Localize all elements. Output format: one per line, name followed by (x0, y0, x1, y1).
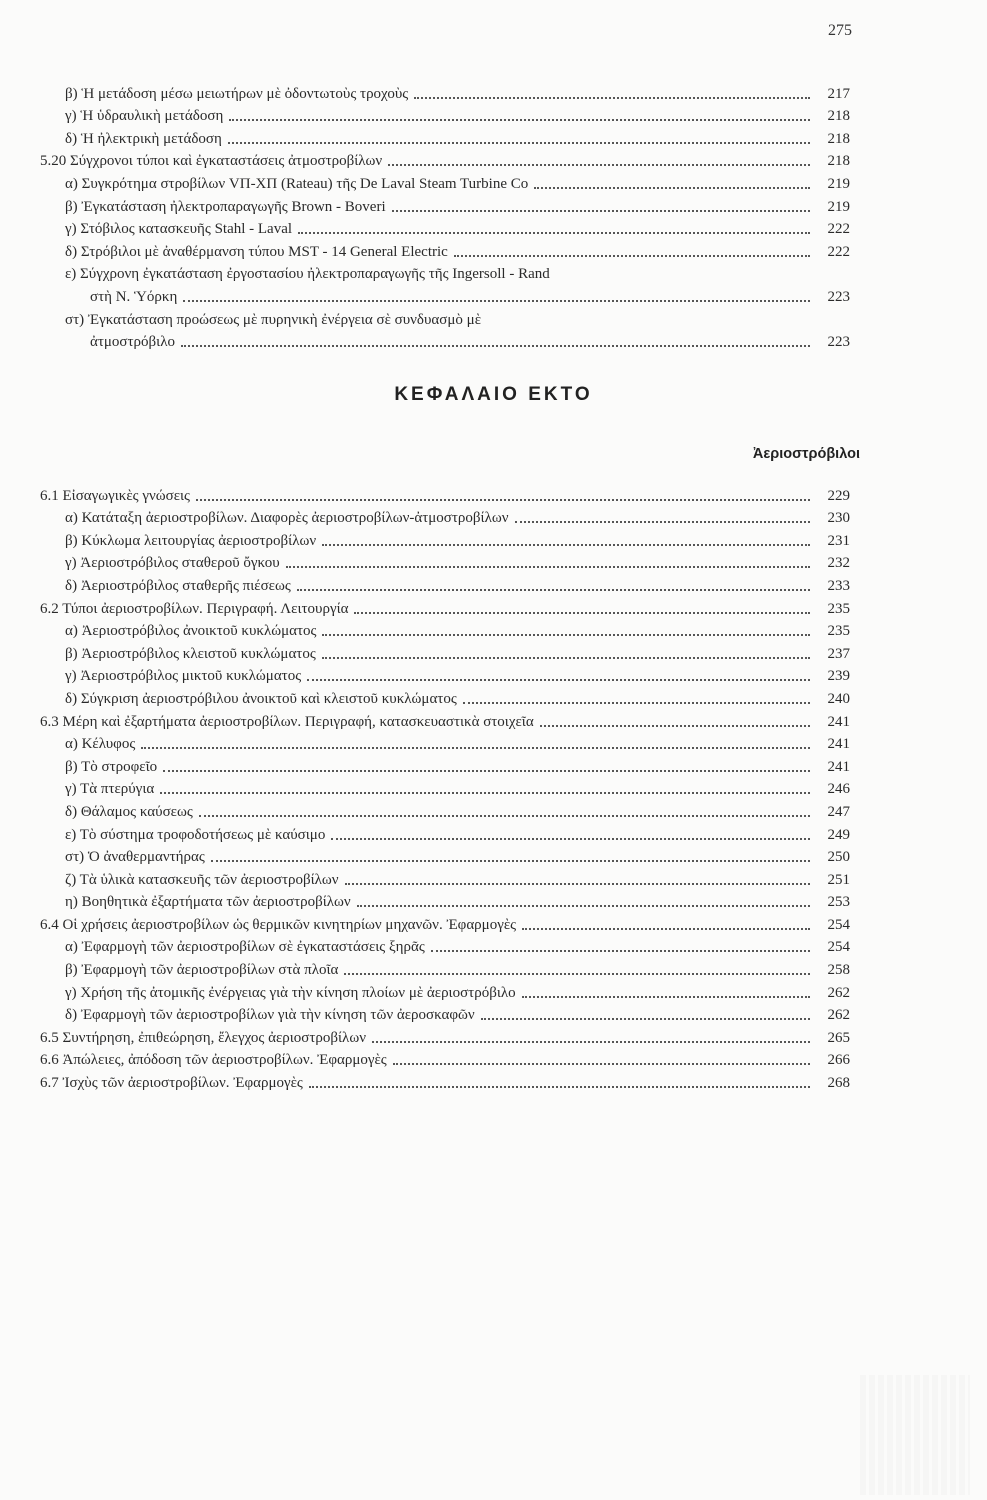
toc-entry (40, 170, 850, 193)
toc-entry-title: 6.3 Μέρη καὶ ἐξαρτήματα ἀεριοστροβίλων. Περιγραφή, κατασκευαστικὰ στοιχεῖα (40, 713, 534, 730)
toc-entry (40, 193, 850, 216)
toc-entry (40, 934, 850, 957)
toc-entry (40, 595, 850, 618)
toc-entry (40, 482, 850, 505)
toc-entry-title: 6.1 Εἰσαγωγικὲς γνώσεις (40, 487, 190, 504)
toc-entry-title: ζ) Τὰ ὑλικὰ κατασκευῆς τῶν ἀεριοστροβίλων (65, 871, 339, 888)
dot-leader (331, 828, 810, 840)
dot-leader (393, 1053, 810, 1065)
toc-entry-page: 222 (827, 221, 850, 238)
dot-leader (556, 269, 810, 279)
dot-leader (199, 805, 810, 817)
chapter-title: ΚΕΦΑΛΑΙΟ ΕΚΤΟ (394, 384, 593, 405)
library-stamp-mark (860, 1375, 970, 1495)
toc-entry (40, 238, 850, 261)
toc-entry (40, 283, 850, 306)
toc-entry-page: 219 (827, 198, 850, 215)
toc-entry-title: δ) Στρόβιλοι μὲ ἀναθέρμανση τύπου MST - 14 General Electric (65, 243, 448, 260)
toc-entry (40, 731, 850, 754)
toc-entry-page: 262 (827, 1007, 850, 1024)
toc-entry-page: 218 (827, 130, 850, 147)
toc-entry-title: γ) Στόβιλος κατασκευῆς Stahl - Laval (65, 221, 293, 238)
toc-entry-title: α) Κέλυφος (65, 736, 136, 753)
dot-leader (540, 715, 810, 727)
toc-entry-page: 241 (827, 736, 850, 753)
toc-entry-title: β) Ἐφαρμογὴ τῶν ἀεριοστροβίλων στὰ πλοῖα (65, 962, 339, 979)
toc-entry (40, 216, 850, 239)
dot-leader (298, 222, 810, 234)
toc-entry-page: 230 (827, 510, 850, 527)
toc-entry-page: 241 (827, 713, 850, 730)
dot-leader (228, 132, 810, 144)
toc-entry-page: 262 (827, 984, 850, 1001)
toc-entry (40, 685, 850, 708)
chapter-subtitle: Ἀεριοστρόβιλοι (752, 446, 860, 462)
toc-entry (40, 125, 850, 148)
dot-leader (431, 940, 810, 952)
toc-entry (40, 306, 850, 329)
toc-entry-title: δ) Σύγκριση ἀεριοστρόβιλου ἀνοικτοῦ καὶ κλειστοῦ κυκλώματος (65, 690, 457, 707)
toc-entry-page: 268 (827, 1075, 850, 1092)
dot-leader (141, 737, 810, 749)
toc-entry (40, 148, 850, 171)
toc-entry (40, 663, 850, 686)
toc-entry-title: α) Κατάταξη ἀεριοστροβίλων. Διαφορὲς ἀεριοστροβίλων-ἀτμοστροβίλων (65, 510, 509, 527)
dot-leader (183, 290, 810, 302)
toc-entry (40, 618, 850, 641)
toc-entry (40, 261, 850, 284)
dot-leader (357, 895, 810, 907)
toc-entry-title: β) Κύκλωμα λειτουργίας ἀεριοστροβίλων (65, 532, 317, 549)
dot-leader (286, 556, 810, 568)
dot-leader (196, 489, 810, 501)
toc-entry-title: γ) Ἀεριοστρόβιλος μικτοῦ κυκλώματος (65, 668, 302, 685)
toc-entry (40, 911, 850, 934)
toc-entry-page: 239 (827, 668, 850, 685)
toc-entry-title: γ) Ἡ ὑδραυλικὴ μετάδοση (65, 108, 224, 125)
toc-entry-title: β) Τὸ στροφεῖο (65, 758, 158, 775)
toc-entry-title: γ) Χρήση τῆς ἀτομικῆς ἐνέργειας γιὰ τὴν κίνηση πλοίων μὲ ἀεριοστρόβιλο (65, 984, 516, 1001)
toc-entry-page: 229 (827, 487, 850, 504)
dot-leader (414, 87, 810, 99)
toc-entry (40, 1047, 850, 1070)
toc-entry (40, 80, 850, 103)
toc-entry (40, 527, 850, 550)
toc-entry-title: 6.2 Τύποι ἀεριοστροβίλων. Περιγραφή. Λειτουργία (40, 600, 349, 617)
dot-leader (163, 760, 810, 772)
toc-entry (40, 550, 850, 573)
toc-entry-page: 235 (827, 623, 850, 640)
page-number: 275 (828, 22, 852, 39)
toc-entry (40, 798, 850, 821)
toc-entry-title: στ) Ἐγκατάσταση προώσεως μὲ πυρηνικὴ ἐνέργεια σὲ συνδυασμὸ μὲ (65, 311, 481, 328)
toc-entry-title: ἀτμοστρόβιλο (90, 334, 175, 351)
toc-entry-title: δ) Ἐφαρμογὴ τῶν ἀεριοστροβίλων γιὰ τὴν κίνηση τῶν ἀεροσκαφῶν (65, 1007, 475, 1024)
dot-leader (372, 1031, 810, 1043)
toc-entry-title: γ) Τὰ πτερύγια (65, 781, 155, 798)
toc-entry-page: 249 (827, 826, 850, 843)
dot-leader (181, 335, 810, 347)
toc-entry-page: 219 (827, 175, 850, 192)
toc-entry (40, 866, 850, 889)
dot-leader (344, 963, 810, 975)
toc-entry (40, 640, 850, 663)
dot-leader (309, 1076, 810, 1088)
dot-leader (297, 579, 810, 591)
toc-entry-page: 237 (827, 645, 850, 662)
toc-entry (40, 708, 850, 731)
toc-entry-title: 5.20 Σύγχρονοι τύποι καὶ ἐγκαταστάσεις ἀτμοστροβίλων (40, 153, 383, 170)
dot-leader (454, 245, 810, 257)
toc-entry (40, 844, 850, 867)
dot-leader (515, 511, 810, 523)
toc-entry (40, 889, 850, 912)
toc-entry (40, 979, 850, 1002)
toc-entry-page: 231 (827, 532, 850, 549)
toc-entry-page: 254 (827, 939, 850, 956)
toc-entry-title: 6.4 Οἱ χρήσεις ἀεριοστροβίλων ὡς θερμικῶν κινητηρίων μηχανῶν. Ἐφαρμογὲς (40, 916, 517, 933)
dot-leader (160, 782, 810, 794)
toc-entry-title: α) Ἀεριοστρόβιλος ἀνοικτοῦ κυκλώματος (65, 623, 317, 640)
toc-entry-title: δ) Ἡ ἠλεκτρικὴ μετάδοση (65, 130, 222, 147)
toc-entry (40, 821, 850, 844)
toc-entry-title: ε) Σύγχρονη ἐγκατάσταση ἐργοστασίου ἠλεκτροπαραγωγῆς τῆς Ingersoll - Rand (65, 266, 550, 283)
toc-entry (40, 1069, 850, 1092)
dot-leader (354, 602, 810, 614)
toc-entry-page: 266 (827, 1052, 850, 1069)
toc-entry-title: ε) Τὸ σύστημα τροφοδοτήσεως μὲ καύσιμο (65, 826, 326, 843)
toc-entry (40, 572, 850, 595)
toc-entry-page: 233 (827, 577, 850, 594)
toc-section-continued (40, 80, 850, 351)
toc-entry-title: 6.7 Ἰσχὺς τῶν ἀεριοστροβίλων. Ἐφαρμογὲς (40, 1075, 303, 1092)
toc-entry (40, 329, 850, 352)
toc-entry-title: β) Ἀεριοστρόβιλος κλειστοῦ κυκλώματος (65, 645, 316, 662)
dot-leader (388, 154, 810, 166)
dot-leader (322, 534, 810, 546)
dot-leader (487, 315, 810, 325)
toc-entry-page: 246 (827, 781, 850, 798)
toc-entry-title: στ) Ὁ ἀναθερμαντήρας (65, 849, 205, 866)
toc-entry-title: 6.5 Συντήρηση, ἐπιθεώρηση, ἔλεγχος ἀεριοστροβίλων (40, 1029, 366, 1046)
toc-entry-page: 258 (827, 962, 850, 979)
toc-entry-page: 254 (827, 916, 850, 933)
toc-entry-page: 218 (827, 153, 850, 170)
toc-entry-title: α) Ἐφαρμογὴ τῶν ἀεριοστροβίλων σὲ ἐγκαταστάσεις ξηρᾶς (65, 939, 425, 956)
dot-leader (522, 918, 810, 930)
toc-entry-page: 222 (827, 243, 850, 260)
toc-entry-title: β) Ἐγκατάσταση ἠλεκτροπαραγωγῆς Brown - Boveri (65, 198, 386, 215)
dot-leader (307, 669, 810, 681)
toc-entry-page: 240 (827, 690, 850, 707)
toc-entry-title: γ) Ἀεριοστρόβιλος σταθεροῦ ὄγκου (65, 555, 280, 572)
toc-entry-title: στὴ Ν. Ὑόρκη (90, 288, 178, 305)
toc-entry-title: δ) Ἀεριοστρόβιλος σταθερῆς πιέσεως (65, 577, 291, 594)
dot-leader (211, 850, 810, 862)
dot-leader (534, 177, 810, 189)
toc-entry-title: δ) Θάλαμος καύσεως (65, 803, 193, 820)
toc-entry-page: 217 (827, 85, 850, 102)
toc-entry (40, 753, 850, 776)
toc-entry-title: β) Ἡ μετάδοση μέσω μειωτήρων μὲ ὀδοντωτοὺς τροχοὺς (65, 85, 409, 102)
toc-entry (40, 1002, 850, 1025)
dot-leader (522, 986, 810, 998)
toc-entry-page: 232 (827, 555, 850, 572)
toc-entry-page: 251 (827, 871, 850, 888)
toc-entry-page: 250 (827, 849, 850, 866)
toc-entry-page: 235 (827, 600, 850, 617)
toc-entry-page: 247 (827, 803, 850, 820)
toc-entry-page: 218 (827, 108, 850, 125)
toc-chapter-six (40, 482, 850, 1092)
toc-entry (40, 505, 850, 528)
toc-entry-title: η) Βοηθητικὰ ἐξαρτήματα τῶν ἀεριοστροβίλων (65, 894, 351, 911)
toc-entry-page: 265 (827, 1029, 850, 1046)
toc-entry-page: 241 (827, 758, 850, 775)
dot-leader (322, 624, 810, 636)
toc-entry (40, 956, 850, 979)
toc-entry-title: 6.6 Ἀπώλειες, ἀπόδοση τῶν ἀεριοστροβίλων. Ἐφαρμογὲς (40, 1052, 387, 1069)
dot-leader (345, 873, 810, 885)
toc-entry (40, 103, 850, 126)
toc-entry-page: 253 (827, 894, 850, 911)
dot-leader (392, 200, 810, 212)
toc-entry-page: 223 (827, 288, 850, 305)
toc-entry-page: 223 (827, 334, 850, 351)
dot-leader (481, 1008, 810, 1020)
dot-leader (322, 647, 810, 659)
toc-entry-title: α) Συγκρότημα στροβίλων VΠ-XΠ (Rateau) τῆς De Laval Steam Turbine Co (65, 175, 529, 192)
dot-leader (229, 109, 810, 121)
toc-entry (40, 1024, 850, 1047)
dot-leader (463, 692, 810, 704)
toc-entry (40, 776, 850, 799)
